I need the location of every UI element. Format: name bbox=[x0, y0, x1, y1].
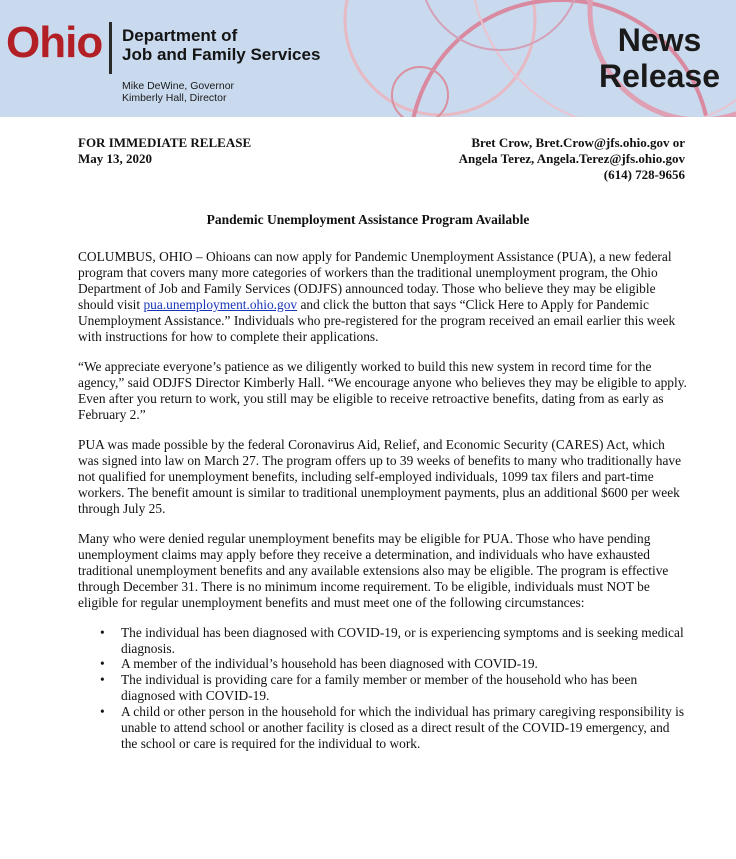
paragraph-1-text-a: COLUMBUS, OHIO – Ohioans can now apply for Pandemic Unemployment Assistance (PUA), a new federal program that covers many more categories of workers than the traditional unemployment program, the Ohio Department of Job and Family Services (ODJFS) announced today. Those who believe they may be eligible should visit bbox=[78, 249, 672, 312]
ohio-logo: Ohio bbox=[6, 18, 103, 67]
list-item-text: A member of the individual’s household has been diagnosed with COVID-19. bbox=[121, 656, 538, 672]
pua-website-link[interactable]: pua.unemployment.ohio.gov bbox=[143, 296, 298, 312]
bullet-icon: • bbox=[100, 624, 105, 640]
department-line-1: Department of bbox=[122, 26, 238, 45]
article-body bbox=[78, 249, 688, 752]
header-banner bbox=[0, 0, 736, 117]
contact-phone: (614) 728-9656 bbox=[603, 167, 685, 182]
list-item-text: A child or other person in the household for which the individual has primary caregiving responsibility is unable to attend school or another facility is closed as a direct result of the COVID-19 emergency, and the school or care is required for the individual to work. bbox=[121, 704, 685, 751]
bullet-icon: • bbox=[100, 656, 105, 672]
list-item bbox=[78, 704, 688, 752]
paragraph-2: “We appreciate everyone’s patience as we diligently worked to build this new system in record time for the agency,” said ODJFS Director Kimberly Hall. “We encourage anyone who believes they may be eligible to apply. Even after you return to work, you still may be eligible to receive retroactive benefits, dating from as early as February 2.” bbox=[78, 358, 687, 422]
release-label: FOR IMMEDIATE RELEASE bbox=[78, 135, 252, 150]
department-line-2: Job and Family Services bbox=[122, 45, 321, 64]
contact-line-2: Angela Terez, Angela.Terez@jfs.ohio.gov bbox=[458, 151, 685, 166]
department-name bbox=[122, 26, 320, 64]
release-word: Release bbox=[599, 58, 720, 94]
paragraph-1 bbox=[78, 249, 688, 344]
officials bbox=[122, 80, 234, 104]
list-item-text: The individual has been diagnosed with COVID-19, or is experiencing symptoms and is seeking medical diagnosis. bbox=[121, 624, 684, 656]
headline: Pandemic Unemployment Assistance Program Available bbox=[206, 212, 530, 227]
paragraph-4: Many who were denied regular unemployment benefits may be eligible for PUA. Those who have pending unemployment claims may apply before they receive a determination, and individuals who have exhausted traditional unemployment benefits and any available extensions also may be eligible. The program is effective through December 31. There is no minimum income requirement. To be eligible, individuals must NOT be eligible for regular unemployment benefits and must meet one of the following circumstances: bbox=[78, 531, 669, 610]
logo-divider bbox=[109, 22, 112, 74]
release-info bbox=[78, 135, 251, 167]
list-item-text: The individual is providing care for a family member or member of the household who has been diagnosed with COVID-19. bbox=[121, 672, 638, 704]
release-date: May 13, 2020 bbox=[78, 151, 153, 166]
paragraph-1-text-b: and click the button that says “Click Here to Apply for Pandemic Unemployment Assistance.” Individuals who pre-registered for the program received an email earlier this week with instructions for how to complete their applications. bbox=[78, 296, 676, 344]
contact-line-1: Bret Crow, Bret.Crow@jfs.ohio.gov or bbox=[471, 135, 685, 150]
eligibility-list bbox=[78, 625, 688, 752]
director-name: Kimberly Hall, Director bbox=[122, 92, 227, 104]
list-item bbox=[78, 672, 688, 704]
bullet-icon: • bbox=[100, 672, 105, 688]
list-item bbox=[78, 656, 688, 672]
contact-info bbox=[459, 135, 685, 183]
list-item bbox=[78, 625, 688, 657]
news-release-title bbox=[599, 22, 720, 94]
bullet-icon: • bbox=[100, 704, 105, 720]
governor-name: Mike DeWine, Governor bbox=[122, 80, 235, 92]
news-word: News bbox=[617, 22, 702, 58]
paragraph-3: PUA was made possible by the federal Coronavirus Aid, Relief, and Economic Security (CARES) Act, which was signed into law on March 27. The program offers up to 39 weeks of benefits to many who traditionally have not qualified for unemployment benefits, including self-employed individuals, 1099 tax filers and part-time workers. The benefit amount is similar to traditional unemployment payments, plus an additional $600 per week through July 25. bbox=[78, 437, 682, 516]
